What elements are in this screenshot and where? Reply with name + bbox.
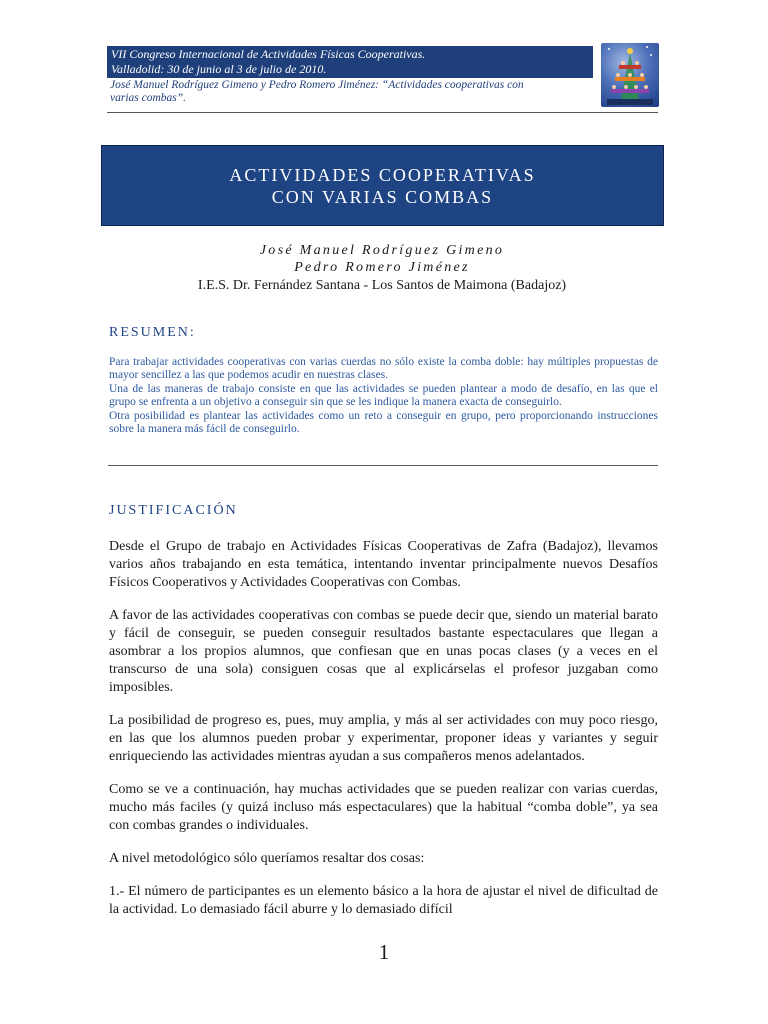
header-divider bbox=[107, 112, 658, 113]
header-authors-line-2: varias combas”. bbox=[110, 92, 187, 104]
header-authors-line-1: José Manuel Rodríguez Gimeno y Pedro Romero Jiménez: “Actividades cooperativas con bbox=[110, 79, 524, 91]
page-number: 1 bbox=[378, 940, 390, 964]
body-paragraph: La posibilidad de progreso es, pues, muy amplia, y más al ser actividades con muy poco riesgo, en las que los alumnos pueden probar y experimentar, proponer ideas y variantes y seguir enriqueciendo las actividades mientras ayudan a sus compañeros menos adelantados. bbox=[109, 713, 658, 764]
title-banner bbox=[101, 145, 664, 226]
abstract-paragraph: Para trabajar actividades cooperativas con varias cuerdas no sólo existe la comba doble: hay múltiples propuestas de mayor sencillez a las que podemos acudir en nuestras clases. bbox=[109, 356, 658, 382]
conference-line-1: VII Congreso Internacional de Actividades Físicas Cooperativas. bbox=[111, 47, 426, 61]
section-heading-justificacion: JUSTIFICACIÓN bbox=[109, 503, 238, 518]
conference-line-2: Valladolid: 30 de junio al 3 de julio de 2010. bbox=[111, 62, 327, 76]
abstract-paragraph: Otra posibilidad es plantear las actividades como un reto a conseguir en grupo, pero proporcionando instrucciones sobre la manera más fácil de conseguirlo. bbox=[109, 409, 658, 436]
body-text bbox=[109, 538, 658, 934]
human-pyramid-icon bbox=[601, 43, 659, 107]
abstract-paragraph: Una de las maneras de trabajo consiste en que las actividades se pueden plantear a modo de desafío, en las que el grupo se enfrenta a un objetivo a conseguir sin que se les indique la manera exacta de conseguirlo. bbox=[109, 382, 658, 409]
body-paragraph: A nivel metodológico sólo queríamos resaltar dos cosas: bbox=[109, 851, 425, 866]
author-block bbox=[100, 242, 664, 295]
body-paragraph: Como se ve a continuación, hay muchas actividades que se pueden realizar con varias cuerdas, mucho más faciles (y quizá incluso más espectaculares) que la habitual “comba doble”, ya sea con combas grandes o individuales. bbox=[109, 782, 658, 833]
body-paragraph: A favor de las actividades cooperativas con combas se puede decir que, siendo un material barato y fácil de conseguir, se pueden conseguir resultados bastante espectaculares que llegan a asombrar a los propios alumnos, que confiesan que en unas pocas clases (y a veces en el transcurso de una sola) consiguen cosas que al explicárselas el profesor juzgaban como imposibles. bbox=[109, 608, 658, 695]
abstract-divider bbox=[108, 465, 658, 466]
conference-banner bbox=[107, 46, 593, 78]
conference-logo-icon bbox=[601, 43, 659, 107]
title-line-1: ACTIVIDADES COOPERATIVAS bbox=[229, 165, 536, 185]
author-name: José Manuel Rodríguez Gimeno bbox=[259, 243, 505, 258]
body-paragraph: Desde el Grupo de trabajo en Actividades Físicas Cooperativas de Zafra (Badajoz), llevamos varios años trabajando en esta temática, intentando inventar principalmente nuevos Desafíos Físicos Cooperativos y Actividades Cooperativas con Combas. bbox=[109, 539, 658, 590]
body-paragraph: 1.- El número de participantes es un elemento básico a la hora de ajustar el nivel de dificultad de la actividad. Lo demasiado fácil aburre y lo demasiado difícil bbox=[109, 884, 658, 917]
header-authors bbox=[110, 79, 596, 105]
section-heading-resumen: RESUMEN: bbox=[109, 325, 196, 340]
title-line-2: CON VARIAS COMBAS bbox=[271, 187, 494, 207]
abstract-text bbox=[109, 356, 658, 436]
institution: I.E.S. Dr. Fernández Santana - Los Santos de Maimona (Badajoz) bbox=[197, 278, 567, 293]
author-name: Pedro Romero Jiménez bbox=[294, 260, 470, 275]
